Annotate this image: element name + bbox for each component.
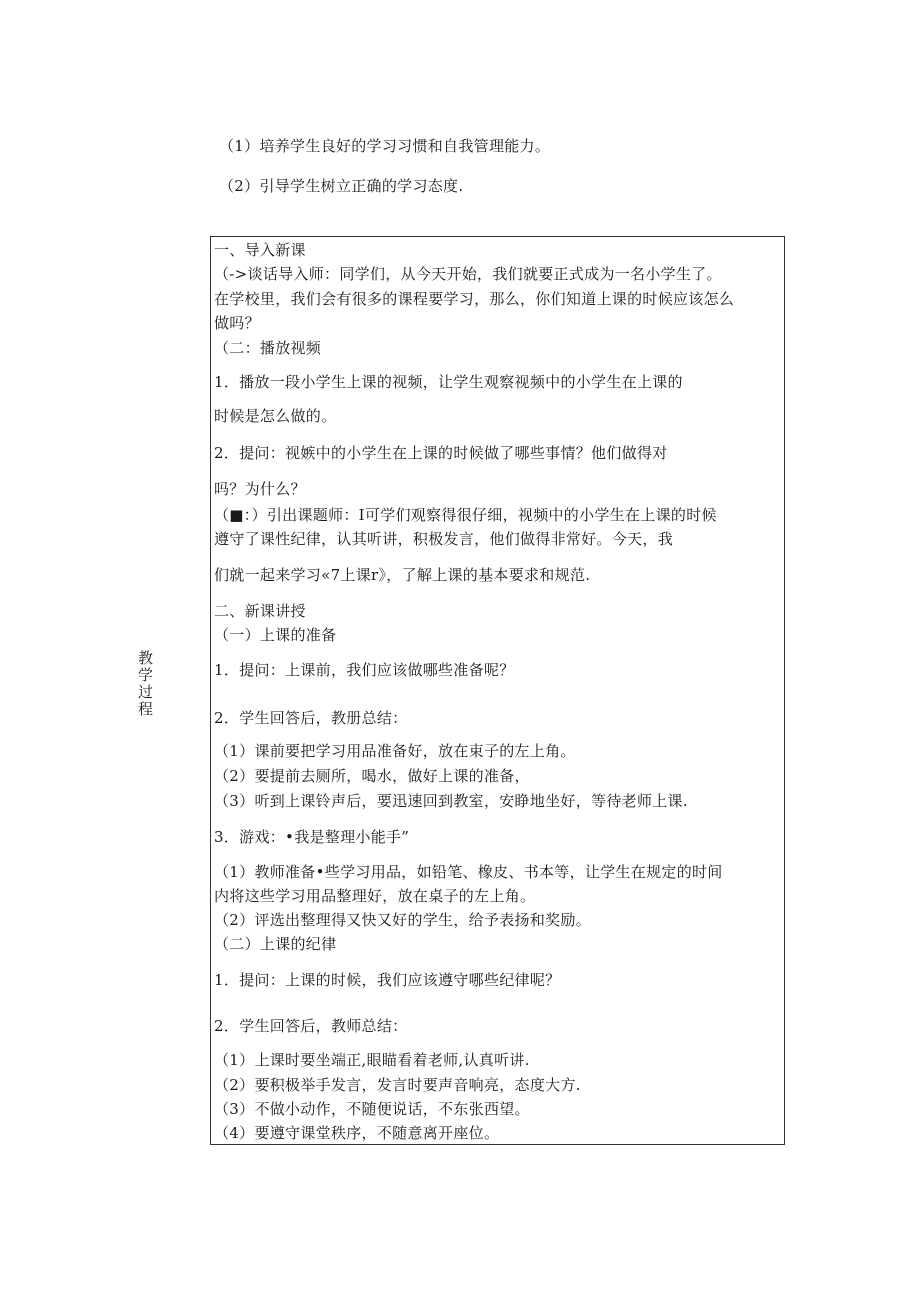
process-line: （二）上课的纪律 — [214, 935, 337, 953]
objective-2: （2）引导学生树立正确的学习态度. — [219, 177, 464, 195]
process-line: 内将这些学习用品整理好，放在桌子的左上角。 — [214, 887, 536, 905]
process-line: （2）评选出整理得又快又好的学生，给予表扬和奖励。 — [214, 911, 592, 929]
process-line: （1）课前要把学习用品准备好，放在束子的左上角。 — [214, 742, 576, 760]
process-line: 1．播放一段小学生上课的视频，让学生观察视频中的小学生在上课的 — [214, 373, 683, 391]
process-line: （->谈话导入师：同学们，从今天开始，我们就要正式成为一名小学生了。 — [214, 265, 722, 283]
process-line: （■：）引出课题师：I可学们观察得很仔细，视频中的小学生在上课的时候 — [214, 506, 717, 524]
process-line: 在学校里，我们会有很多的课程要学习，那么，你们知道上课的时候应该怎么 — [214, 290, 735, 308]
process-line: （一）上课的准备 — [214, 626, 337, 644]
process-line: （3）不做小动作，不随便说话，不东张西望。 — [214, 1100, 530, 1118]
process-line: 吗？为什么？ — [214, 480, 306, 498]
process-line: 2．提问：视嫉中的小学生在上课的时候做了哪些事情？他们做得对 — [214, 444, 668, 462]
process-line: 3．游戏：•我是整理小能手” — [214, 828, 410, 846]
process-line: 遵守了课性纪律，认其听讲，积极发言，他们做得非常好。今天，我 — [214, 530, 674, 548]
process-line: （1）教师准备•些学习用品，如铅笔、橡皮、书本等，让学生在规定的时间 — [214, 863, 723, 881]
process-line: 2．学生回答后，教册总结： — [214, 709, 408, 727]
process-line: 2．学生回答后，教师总结： — [214, 1017, 408, 1035]
process-line: 1．提问：上课前，我们应该做哪些准备呢？ — [214, 661, 515, 679]
process-line: 1．提问：上课的时候，我们应该遵守哪些纪律呢？ — [214, 971, 561, 989]
process-line: （2）要积极举手发言，发言时要声音响亮，态度大方. — [214, 1076, 581, 1094]
process-line: 时候是怎么做的。 — [214, 407, 337, 425]
process-line: 二、新课讲授 — [214, 602, 306, 620]
process-line: （1）上课时要坐端正,眼瞄看着老师,认真听讲. — [214, 1051, 530, 1069]
process-line: （4）要遵守课堂秩序，不随意离开座位。 — [214, 1124, 500, 1142]
process-line: （2）要提前去厕所，喝水，做好上课的准备， — [214, 767, 530, 785]
objective-1: （1）培养学生良好的学习习惯和自我管理能力。 — [219, 137, 551, 155]
row-label: 教学过程 — [138, 649, 154, 718]
process-line: 一、导入新课 — [214, 241, 306, 259]
process-line: 做吗？ — [214, 314, 260, 332]
process-line: （3）听到上课铃声后，要迅速回到教室，安睁地坐好，等待老师上课. — [214, 792, 688, 810]
process-line: 们就一起来学习«7上课r》，了解上课的基本要求和规范. — [214, 566, 591, 584]
process-line: （二：播放视频 — [214, 339, 322, 357]
